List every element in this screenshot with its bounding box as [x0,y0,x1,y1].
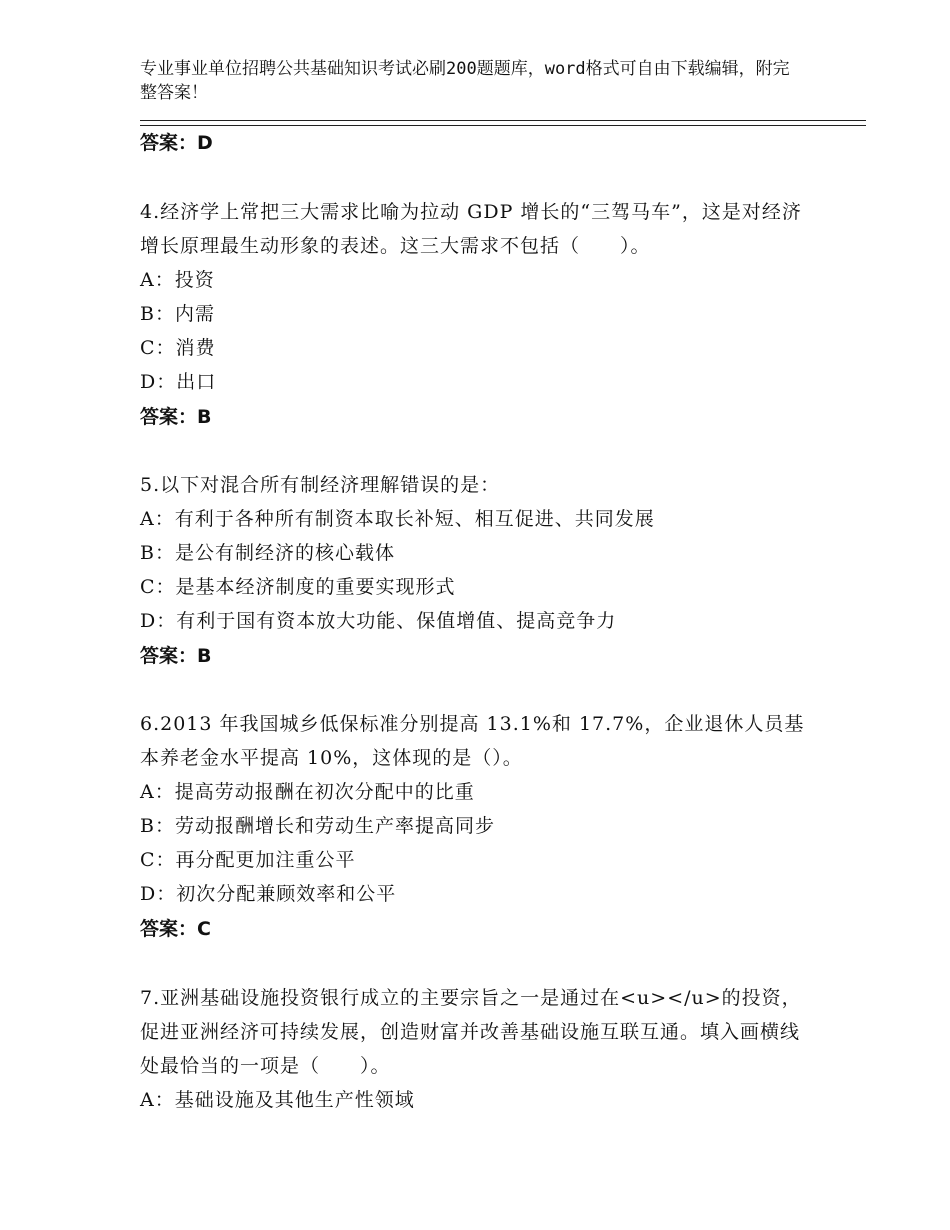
question-6-text: 6.2013 年我国城乡低保标准分别提高 13.1%和 17.7%，企业退休人员基本养老金水平提高 10%，这体现的是（）。 [140,713,805,769]
question-5-answer: 答案：B [140,645,212,667]
question-6-answer: 答案：C [140,918,211,940]
header-rule-secondary [140,125,866,126]
question-6-option-a: A：提高劳动报酬在初次分配中的比重 [140,781,475,803]
question-4-option-b: B：内需 [140,303,215,325]
question-5-option-b: B：是公有制经济的核心载体 [140,542,395,564]
question-4-option-d: D：出口 [140,371,217,393]
question-4-option-a: A：投资 [140,269,215,291]
document-header: 专业事业单位招聘公共基础知识考试必刷200题题库，word格式可自由下载编辑，附完整答案！ [140,59,790,103]
question-7-text: 7.亚洲基础设施投资银行成立的主要宗旨之一是通过在<u></u>的投资，促进亚洲经济可持续发展，创造财富并改善基础设施互联互通。填入画横线处最恰当的一项是（ ）。 [140,987,802,1077]
question-7-option-a: A：基础设施及其他生产性领域 [140,1089,415,1111]
question-6-option-b: B：劳动报酬增长和劳动生产率提高同步 [140,815,495,837]
question-6-option-d: D：初次分配兼顾效率和公平 [140,883,397,905]
answer-prev: 答案：D [140,132,213,154]
question-4-option-c: C：消费 [140,337,216,359]
question-5-option-a: A：有利于各种所有制资本取长补短、相互促进、共同发展 [140,508,655,530]
question-5-option-d: D：有利于国有资本放大功能、保值增值、提高竞争力 [140,610,617,632]
question-4-text: 4.经济学上常把三大需求比喻为拉动 GDP 增长的“三驾马车”，这是对经济增长原理最生动形象的表述。这三大需求不包括（ ）。 [140,201,802,257]
question-6-option-c: C：再分配更加注重公平 [140,849,356,871]
question-4-answer: 答案：B [140,406,212,428]
question-5-text: 5.以下对混合所有制经济理解错误的是： [140,474,501,496]
header-rule [140,120,866,121]
question-5-option-c: C：是基本经济制度的重要实现形式 [140,576,456,598]
